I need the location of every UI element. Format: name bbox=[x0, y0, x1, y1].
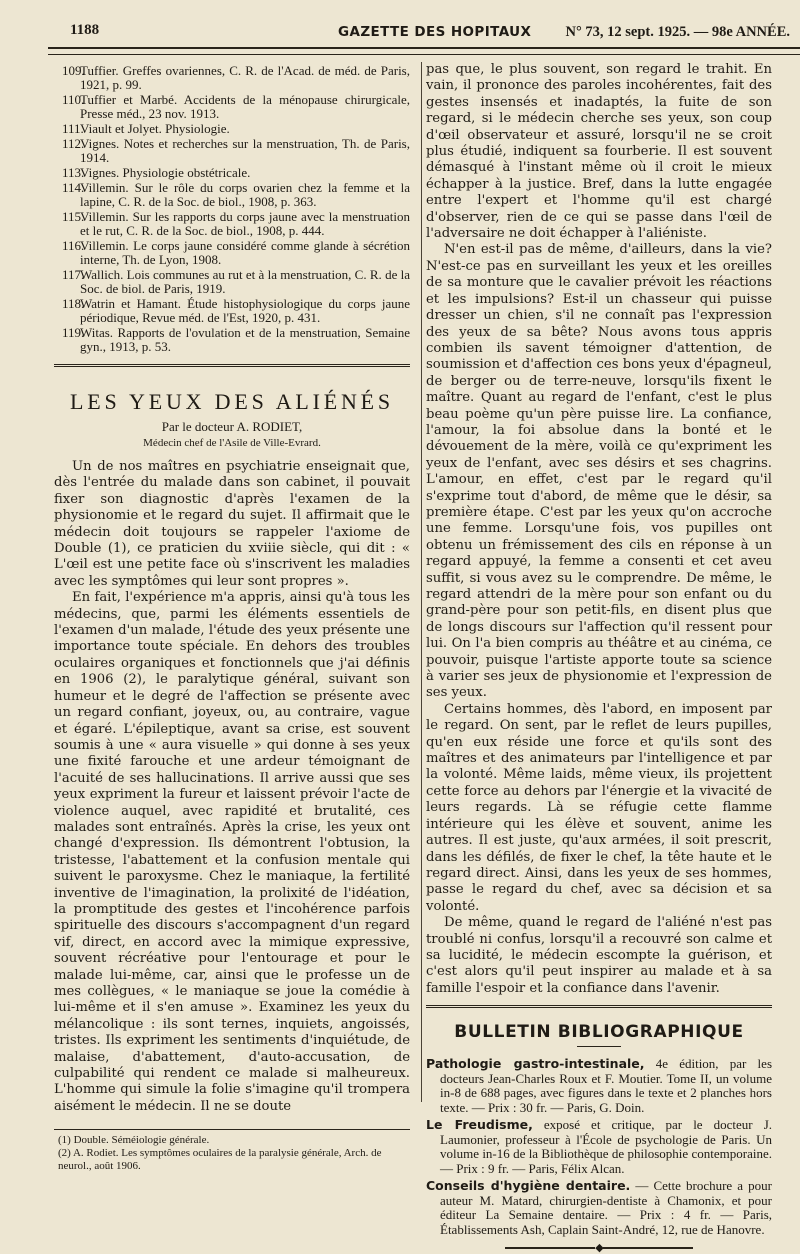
book-details: 4e édition, par les docteurs Jean-Charles Roux et F. Moutier. Tome II, un volume in-8 de 688 pages, avec figures dans le texte et 2 planches hors texte. — Prix : 30 fr. — Paris, G. Doin. bbox=[440, 1056, 772, 1115]
paragraph: pas que, le plus souvent, son regard le trahit. En vain, il prononce des paroles incohérentes, fait des gestes insensés et inadaptés, la fuite de son regard, si le médecin cherche ses yeux, son coup d'œil observateur et assuré, lorsqu'il ne se croit plus étudié, indiquent sa fourberie. Il est souvent démasqué à l'instant même où il croit le mieux échapper à la justice. Bref, dans la lutte engagée entre l'expert et l'homme qu'il est chargé d'observer, rien de ce qui se passe dans l'œil de l'adversaire ne doit échapper à l'aliéniste. bbox=[426, 62, 772, 242]
paragraph: Un de nos maîtres en psychiatrie enseignait que, dès l'entrée du malade dans son cabinet, il pouvait fixer son diagnostic d'après l'examen de la physionomie et le regard du sujet. Il affirmait que le médecin doit toujours se rappeler l'axiome de Double (1), ce praticien du xviiie siècle, qui dit : « L'œil est une petite face où s'inscrivent les maladies avec les symptômes qui leur sont propres ». bbox=[54, 459, 410, 589]
section-divider bbox=[426, 1005, 772, 1008]
bibliography-entry bbox=[426, 1179, 772, 1237]
paragraph: N'en est-il pas de même, d'ailleurs, dans la vie? N'est-ce pas en surveillant les yeux et les oreilles de sa monture que le cavalier prévoit les réactions et les impulsions? Est-il un chasseur qui puisse dresser un chien, s'il ne connaît pas l'expression des yeux de sa bête? Nous avons tous appris combien ils savent témoigner d'attention, de soumission et d'affection ces bons yeux d'épagneul, de berger ou de terre-neuve, lorsqu'ils fixent le maître. Quant au regard de l'enfant, c'est le plus beau poème qu'un père puisse lire. La confiance, l'amour, la foi absolue dans la bonté et le dévouement de la mère, voilà ce qu'expriment les yeux de l'enfant, avec ses désirs et ses chagrins. L'amour, en effet, c'est par le regard qu'il s'exprime tout d'abord, de même que le désir, sa première étape. C'est par les yeux qu'on accroche une femme. Lorsqu'une fois, vos pupilles ont obtenu un frémissement des cils en réponse à un regard appuyé, la femme a consenti et cet aveu suffit, si vous avez su le comprendre. De même, le regard attendri de la mère pour son enfant ou du grand-père pour son petit-fils, en disent plus que de longs discours sur l'affection qu'il ressent pour lui. On l'a bien compris au théâtre et au cinéma, ce pouvoir, puisque l'artiste apporte toute sa science à varier ses jeux de physionomie et l'expression de ses yeux. bbox=[426, 242, 772, 701]
left-column bbox=[54, 64, 410, 1173]
section-divider bbox=[54, 364, 410, 367]
right-column bbox=[426, 62, 772, 1254]
footnote: (1) Double. Séméiologie générale. bbox=[58, 1134, 210, 1147]
reference-item: 110.Tuffier et Marbé. Accidents de la ménopause chirurgicale, Presse méd., 23 nov. 1913. bbox=[62, 92, 410, 121]
reference-item: 118.Watrin et Hamant. Étude histophysiologique du corps jaune périodique, Revue méd. de l'Est, 1920, p. 431. bbox=[62, 296, 410, 325]
column-divider bbox=[421, 62, 422, 1102]
reference-item: 111.Viault et Jolyet. Physiologie. bbox=[62, 121, 230, 136]
book-title: Pathologie gastro-intestinale, bbox=[426, 1056, 645, 1072]
reference-item: 117.Wallich. Lois communes au rut et à la menstruation, C. R. de la Soc. de biol. de Paris, 1919. bbox=[62, 267, 410, 296]
reference-item: 114.Villemin. Sur le rôle du corps ovarien chez la femme et la lapine, C. R. de la Soc. de biol., 1908, p. 363. bbox=[62, 180, 410, 209]
article-title: LES YEUX DES ALIÉNÉS bbox=[70, 389, 394, 414]
book-details: — Cette brochure a pour auteur M. Matard, chirurgien-dentiste à Chamonix, et pour éditeur La Semaine dentaire. — Prix : 4 fr. — Paris, Établissements Ash, Caplain Saint-André, 12, rue de Hanovre. bbox=[440, 1178, 772, 1237]
paragraph: En fait, l'expérience m'a appris, ainsi qu'à tous les médecins, que, parmi les éléments essentiels de l'examen d'un malade, l'étude des yeux présente une importance toute spéciale. En dehors des troubles oculaires organiques et fonctionnels que j'ai définis en 1906 (2), le paralytique général, suivant son humeur et le degré de l'affection se présente avec un regard confiant, joyeux, ou, au contraire, vague et égaré. L'épileptique, avant sa crise, est souvent soumis à une « aura visuelle » qui donne à ses yeux une fixité farouche et une ardeur témoignant de l'acuité de ses hallucinations. Il arrive aussi que ses yeux expriment la fureur et laissent prévoir l'acte de violence auquel, avec rapidité et brutalité, ces malades sont entraînés. Après la crise, les yeux ont changé d'expression. Ils démontrent l'obtusion, la tristesse, l'abattement et la confusion mentale qui suivent le paroxysme. Chez le maniaque, la fertilité inventive de l'imagination, la prolixité de l'idéation, la promptitude des gestes et l'incohérence parfois spirituelle des discours s'accompagnent d'un regard vif, direct, en accord avec la mimique expressive, souvent récréative pour l'entourage et pour le malade lui-même, car, ainsi que le professe un de mes collègues, « le maniaque se joue la comédie à lui-même et il s'en amuse ». Examinez les yeux du mélancolique : ils sont ternes, inquiets, angoissés, tristes. Ils expriment les sentiments d'inquiétude, de malaise, d'abattement, d'auto-accusation, de culpabilité qui rendent ce malade si malheureux. L'homme qui simule la folie s'imagine qu'il trompera aisément le médecin. Il ne se doute bbox=[54, 590, 410, 1114]
issue-info: N° 73, 12 sept. 1925. — 98e ANNÉE. bbox=[565, 24, 790, 40]
journal-title: GAZETTE DES HOPITAUX bbox=[338, 24, 532, 40]
reference-item: 109.Tuffier. Greffes ovariennes, C. R. de l'Acad. de méd. de Paris, 1921, p. 99. bbox=[62, 63, 410, 92]
bibliography-entry bbox=[426, 1057, 772, 1115]
article-body-right bbox=[426, 62, 772, 997]
end-ornament: ◆ bbox=[426, 1241, 772, 1254]
paragraph: Certains hommes, dès l'abord, en imposent par le regard. On sent, par le reflet de leurs pupilles, qu'en eux réside une force et qu'ils sont des maîtres et des animateurs par l'intelligence et par la volonté. Même laids, même vieux, ils projettent cette force au dehors par l'énergie et la vivacité de leurs regards. Là se réfugie cette flamme intérieure qui les élève et souvent, anime les autres. Il est juste, qu'aux armées, il soit prescrit, dans les défilés, de fixer le chef, la tête haute et le regard direct. Ainsi, dans les yeux de ses hommes, passe le regard du chef, avec sa décision et sa volonté. bbox=[426, 701, 772, 914]
reference-item: 112.Vignes. Notes et recherches sur la menstruation, Th. de Paris, 1914. bbox=[62, 136, 410, 165]
page-number: 1188 bbox=[70, 22, 100, 38]
footnote: (2) A. Rodiet. Les symptômes oculaires de la paralysie générale, Arch. de neurol., août 1906. bbox=[58, 1147, 382, 1173]
reference-item: 119.Witas. Rapports de l'ovulation et de la menstruation, Semaine gyn., 1913, p. 53. bbox=[62, 325, 410, 354]
header-rule bbox=[48, 47, 800, 49]
bibliography-entry bbox=[426, 1118, 772, 1176]
bibliography-list bbox=[426, 1057, 772, 1237]
author-affiliation: Médecin chef de l'Asile de Ville-Evrard. bbox=[143, 437, 321, 449]
article-body-left bbox=[54, 459, 410, 1115]
reference-item: 116.Villemin. Le corps jaune considéré comme glande à sécrétion interne, Th. de Lyon, 1908. bbox=[62, 238, 410, 267]
title-underline bbox=[577, 1046, 621, 1047]
book-title: Le Freudisme, bbox=[426, 1117, 533, 1133]
reference-item: 113.Vignes. Physiologie obstétricale. bbox=[62, 165, 251, 180]
book-details: exposé et critique, par le docteur J. Laumonier, professeur à l'École de psychologie de Paris. Un volume in-16 de la Bibliothèque de philosophie contemporaine. — Prix : 9 fr. — Paris, Félix Alcan. bbox=[440, 1117, 772, 1176]
paragraph: De même, quand le regard de l'aliéné n'est pas troublé ni confus, lorsqu'il a recouvré son calme et sa lucidité, le médecin escompte la guérison, et c'est alors qu'il peut inspirer au malade et à sa famille l'espoir et la confiance dans l'avenir. bbox=[426, 915, 772, 996]
reference-item: 115.Villemin. Sur les rapports du corps jaune avec la menstruation et le rut, C. R. de la Soc. de biol., 1908, p. 444. bbox=[62, 209, 410, 238]
reference-list bbox=[54, 64, 410, 354]
book-title: Conseils d'hygiène dentaire. bbox=[426, 1178, 631, 1194]
header-rule-thin bbox=[48, 54, 800, 55]
bulletin-title: BULLETIN BIBLIOGRAPHIQUE bbox=[454, 1022, 744, 1043]
article-byline: Par le docteur A. RODIET, bbox=[161, 419, 303, 434]
page-header bbox=[0, 18, 800, 44]
footnote-rule bbox=[54, 1129, 410, 1130]
